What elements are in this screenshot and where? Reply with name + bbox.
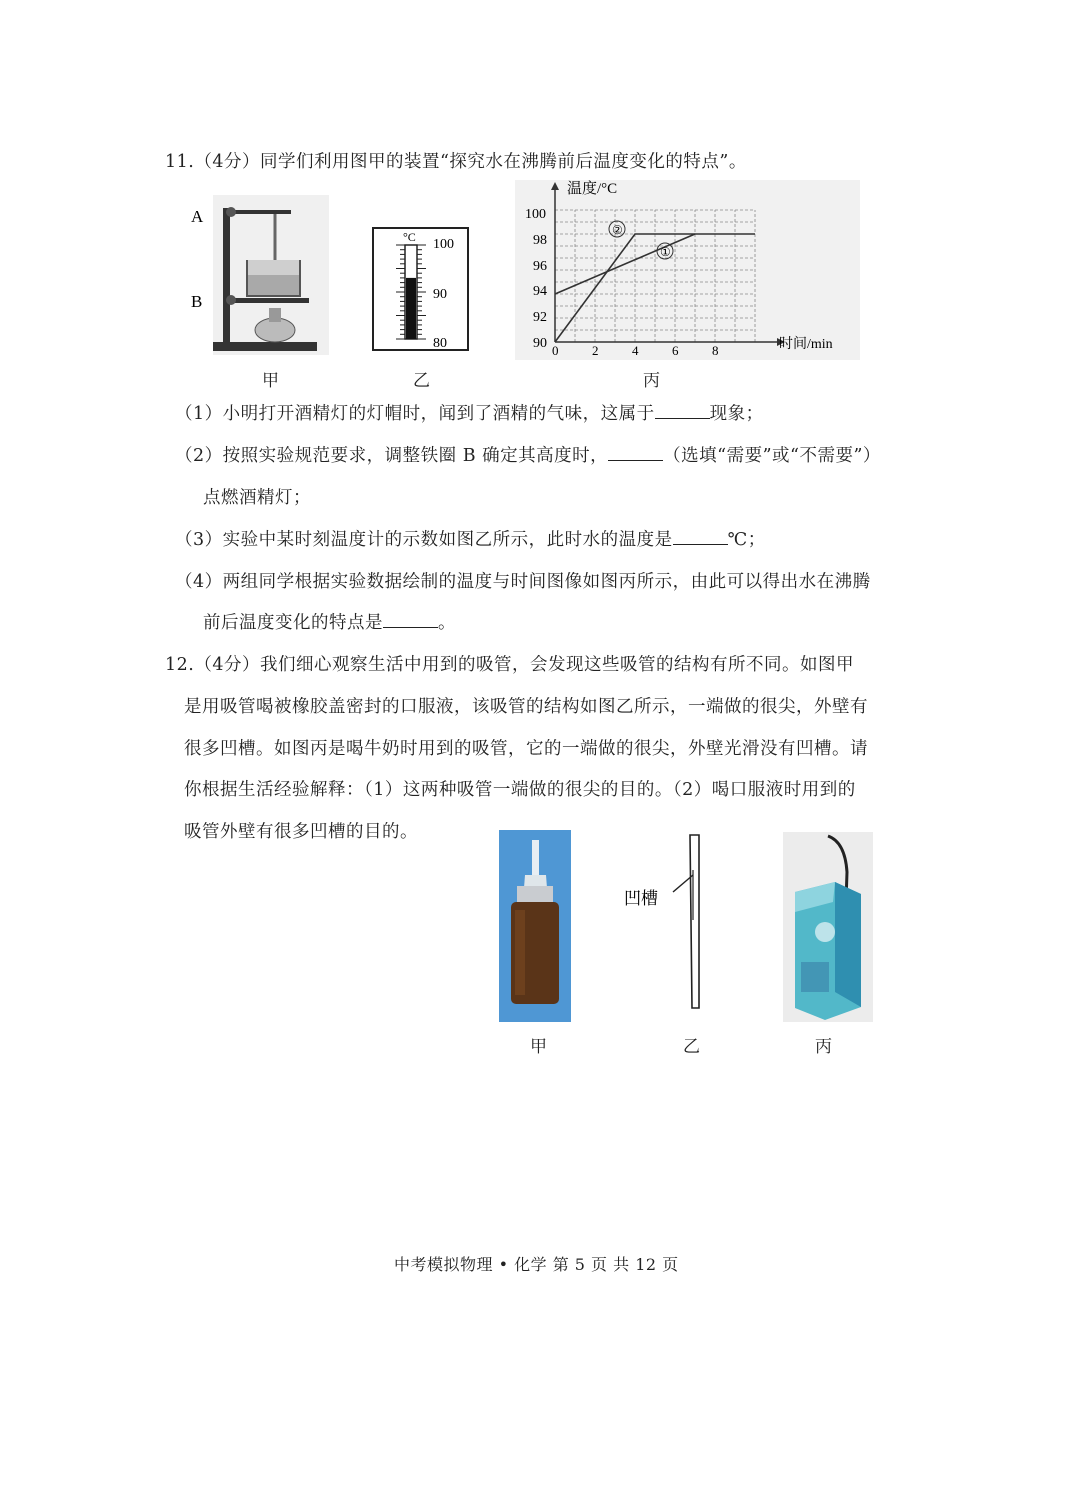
label-a: A <box>191 207 204 226</box>
thermo-tick-100: 100 <box>433 237 454 252</box>
chart-xlabel: 时间/min <box>779 337 833 352</box>
caption-jia: 甲 <box>262 371 279 391</box>
caption-yi: 乙 <box>413 371 430 391</box>
thermo-tick-80: 80 <box>433 336 447 351</box>
apparatus-figure <box>185 190 330 360</box>
q11-sub2: （2）按照实验规范要求，调整铁圈 B 确定其高度时， （选填“需要”或“不需要”） <box>175 446 881 466</box>
q11-sub4: （4）两组同学根据实验数据绘制的温度与时间图像如图丙所示，由此可以得出水在沸腾 <box>175 572 871 592</box>
q12-line-2: 是用吸管喝被橡胶盖密封的口服液，该吸管的结构如图乙所示，一端做的很尖，外壁有 <box>184 697 868 717</box>
svg-text:①: ① <box>660 245 671 259</box>
answer-blank-4[interactable] <box>383 613 438 628</box>
y-tick-label: 96 <box>533 259 547 274</box>
q11-sub3: （3）实验中某时刻温度计的示数如图乙所示，此时水的温度是 ℃； <box>175 530 766 550</box>
caption-bing: 丙 <box>643 371 660 391</box>
answer-blank-1[interactable] <box>655 404 710 419</box>
thermometer-unit: °C <box>403 230 416 244</box>
q12-line-3: 很多凹槽。如图丙是喝牛奶时用到的吸管，它的一端做的很尖，外壁光滑没有凹槽。请 <box>184 739 868 759</box>
q12-caption-yi: 乙 <box>683 1037 700 1057</box>
oral-liquid-bottle-photo <box>499 830 571 1022</box>
x-tick-label: 2 <box>592 343 599 358</box>
milk-carton-photo <box>783 832 873 1022</box>
svg-text:②: ② <box>612 223 623 237</box>
answer-blank-2[interactable] <box>608 446 663 461</box>
page-footer: 中考模拟物理 • 化学 第 5 页 共 12 页 <box>394 1255 679 1274</box>
x-tick-label: 8 <box>712 343 719 358</box>
thermometer-mercury <box>406 278 416 339</box>
label-b: B <box>191 292 203 311</box>
q12-line-5: 吸管外壁有很多凹槽的目的。 <box>184 822 418 842</box>
groove-label: 凹槽 <box>624 889 658 909</box>
q11-sub4-cont: 前后温度变化的特点是 。 <box>203 613 456 633</box>
q12-caption-bing: 丙 <box>815 1037 832 1057</box>
x-tick-label: 0 <box>552 343 559 358</box>
y-tick-label: 98 <box>533 233 547 248</box>
thermometer-figure <box>372 227 470 352</box>
y-tick-label: 90 <box>533 336 547 351</box>
x-tick-label: 6 <box>672 343 679 358</box>
q11-stem: 11.（4分）同学们利用图甲的装置“探究水在沸腾前后温度变化的特点”。 <box>165 152 747 172</box>
temperature-time-chart <box>515 180 860 360</box>
y-tick-label: 100 <box>525 207 546 222</box>
series-label-2 <box>609 221 625 237</box>
y-tick-label: 92 <box>533 310 547 325</box>
straw-diagram <box>620 830 710 1015</box>
q12-line-4: 你根据生活经验解释：（1）这两种吸管一端做的很尖的目的。（2）喝口服液时用到的 <box>184 780 856 800</box>
q11-sub1: （1）小明打开酒精灯的灯帽时，闻到了酒精的气味，这属于 现象； <box>175 404 764 424</box>
q12-line-1: 12.（4分）我们细心观察生活中用到的吸管，会发现这些吸管的结构有所不同。如图甲 <box>165 655 854 675</box>
chart-ylabel: 温度/°C <box>567 181 618 197</box>
y-tick-label: 94 <box>533 284 547 299</box>
thermo-tick-90: 90 <box>433 287 447 302</box>
x-tick-label: 4 <box>632 343 639 358</box>
answer-blank-3[interactable] <box>673 530 728 545</box>
q12-caption-jia: 甲 <box>530 1037 547 1057</box>
q11-sub2-cont: 点燃酒精灯； <box>203 488 311 508</box>
series-label-1 <box>657 243 673 259</box>
